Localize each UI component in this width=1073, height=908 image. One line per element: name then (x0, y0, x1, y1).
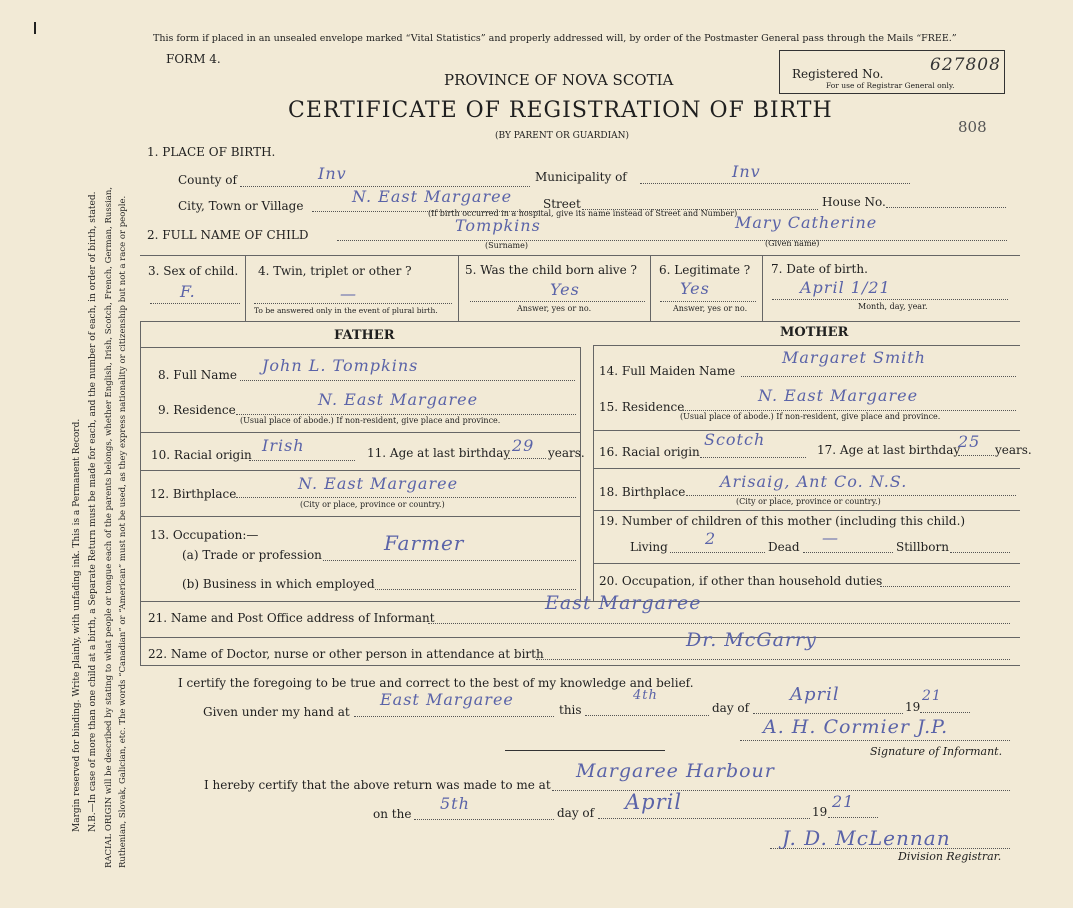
mother-residence-value: N. East Margaree (758, 386, 919, 405)
mother-name-label: 14. Full Maiden Name (599, 364, 736, 378)
mother-name-value: Margaret Smith (782, 348, 926, 367)
twin-note: To be answered only in the event of plural birth. (254, 306, 438, 315)
dob-value: April 1/21 (800, 278, 891, 297)
legitimate-label: 6. Legitimate ? (659, 263, 751, 277)
registrar-signature: J. D. McLennan (782, 826, 951, 850)
margin-note: RACIAL ORIGIN will be described by stating to what people or tongue each of the parents belongs, whether English, Irish, Scotch, French, German, Russian, (104, 186, 114, 868)
informant-signature: A. H. Cormier J.P. (763, 716, 949, 738)
county-label: County of (178, 173, 237, 187)
doctor-value: Dr. McGarry (686, 629, 817, 651)
registered-label: Registered No. (792, 67, 884, 81)
mother-birthplace-label: 18. Birthplace (599, 485, 686, 499)
day-of-value: April (790, 684, 840, 705)
twin-label: 4. Twin, triplet or other ? (258, 264, 412, 278)
legitimate-note: Answer, yes or no. (673, 304, 748, 313)
father-age-value: 29 (512, 436, 535, 455)
form-number: FORM 4. (166, 52, 221, 66)
city-value: N. East Margaree (352, 187, 513, 206)
informant-label: 21. Name and Post Office address of Informant (148, 611, 435, 625)
stillborn-label: Stillborn (896, 540, 949, 554)
mother-residence-note: (Usual place of abode.) If non-resident, give place and province. (680, 412, 941, 421)
registrar-text: I hereby certify that the above return was made to me at (204, 778, 551, 792)
living-value: 2 (705, 529, 717, 548)
informant-signature-label: Signature of Informant. (870, 745, 1003, 758)
father-birthplace-value: N. East Margaree (298, 474, 459, 493)
father-birthplace-label: 12. Birthplace (150, 487, 237, 501)
mother-residence-label: 15. Residence (599, 400, 685, 414)
sex-value: F. (180, 282, 196, 301)
father-age-label: 11. Age at last birthday (367, 446, 511, 460)
given-name-label: (Given name) (765, 239, 820, 248)
mother-birthplace-note: (City or place, province or country.) (736, 497, 881, 506)
registered-number: 627808 (930, 55, 1001, 75)
trade-label: (a) Trade or profession (182, 548, 322, 562)
business-label: (b) Business in which employed (182, 577, 375, 591)
mother-age-value: 25 (958, 432, 981, 451)
province-heading: PROVINCE OF NOVA SCOTIA (444, 71, 674, 89)
day-of-label: day of (712, 701, 750, 715)
registered-box (779, 50, 1005, 94)
father-name-label: 8. Full Name (158, 368, 237, 382)
postal-notice: This form if placed in an unsealed envelope marked “Vital Statistics” and properly addressed will, by order of the Postmaster General pass through the Mails “FREE.” (153, 33, 957, 44)
city-label: City, Town or Village (178, 199, 304, 213)
year-value: 21 (922, 688, 942, 704)
father-heading: FATHER (334, 328, 395, 343)
this-label: this (559, 703, 582, 717)
sex-label: 3. Sex of child. (148, 264, 239, 278)
registrar-day-value: April (625, 790, 683, 814)
binding-mark (34, 22, 36, 34)
registrar-year-prefix: 19 (812, 805, 828, 819)
street-label: Street (543, 197, 581, 211)
child-name-label: 2. FULL NAME OF CHILD (147, 228, 309, 242)
this-value: 4th (633, 688, 658, 703)
occupation-label: 13. Occupation:— (150, 528, 259, 542)
dob-label: 7. Date of birth. (771, 262, 868, 276)
municipality-value: Inv (732, 162, 761, 181)
informant-value: East Margaree (545, 592, 702, 614)
alive-label: 5. Was the child born alive ? (465, 263, 637, 277)
municipality-label: Municipality of (535, 170, 627, 184)
on-the-label: on the (373, 807, 412, 821)
mother-occupation-label: 20. Occupation, if other than household duties (599, 574, 883, 588)
place-of-birth-label: 1. PLACE OF BIRTH. (147, 145, 276, 159)
dob-note: Month, day, year. (858, 302, 928, 311)
father-race-value: Irish (262, 436, 305, 455)
mother-age-label: 17. Age at last birthday (817, 443, 961, 457)
doctor-label: 22. Name of Doctor, nurse or other person in attendance at birth (148, 647, 544, 661)
living-label: Living (630, 540, 668, 554)
on-the-value: 5th (440, 794, 470, 813)
alive-note: Answer, yes or no. (517, 304, 592, 313)
year-prefix: 19 (905, 700, 921, 714)
father-name-value: John L. Tompkins (262, 356, 419, 375)
margin-note: Margin reserved for binding. Write plainly, with unfading ink. This is a Permanent Record. (72, 418, 82, 832)
margin-note: Ruthenian, Slovak, Galician, etc. The words “Canadian” or “American” must not be used, as they express nationality or citizenship but not a race or people. (118, 195, 128, 868)
surname-label: (Surname) (485, 241, 528, 250)
twin-value: — (340, 284, 357, 303)
father-birthplace-note: (City or place, province or country.) (300, 500, 445, 509)
legitimate-value: Yes (680, 279, 710, 298)
stamp-number: 808 (958, 118, 987, 136)
children-count-label: 19. Number of children of this mother (including this child.) (599, 514, 966, 528)
father-residence-label: 9. Residence (158, 403, 236, 417)
alive-value: Yes (550, 280, 580, 299)
given-label: Given under my hand at (203, 705, 350, 719)
child-given-name: Mary Catherine (735, 213, 878, 232)
given-place: East Margaree (380, 690, 514, 709)
certificate-subtitle: (BY PARENT OR GUARDIAN) (495, 131, 630, 141)
certificate-title: CERTIFICATE OF REGISTRATION OF BIRTH (288, 98, 833, 123)
county-value: Inv (318, 164, 347, 183)
house-label: House No. (822, 195, 886, 209)
margin-note: N.B.—In case of more than one child at a birth, a Separate Return must be made for each, and the number of each, in order of birth, stated. (88, 191, 98, 832)
registrar-day-label: day of (557, 806, 595, 820)
dead-value: — (822, 528, 839, 547)
mother-birthplace-value: Arisaig, Ant Co. N.S. (720, 472, 908, 491)
hospital-note: (If birth occurred in a hospital, give its name instead of Street and Number) (428, 209, 738, 218)
father-residence-value: N. East Margaree (318, 390, 479, 409)
father-residence-note: (Usual place of abode.) If non-resident, give place and province. (240, 416, 501, 425)
mother-race-value: Scotch (704, 430, 766, 449)
father-age-unit: years. (548, 446, 585, 460)
mother-race-label: 16. Racial origin (599, 445, 700, 459)
registered-note: For use of Registrar General only. (826, 81, 955, 90)
registrar-year-value: 21 (832, 792, 855, 811)
child-surname: Tompkins (455, 216, 541, 235)
certify-text: I certify the foregoing to be true and correct to the best of my knowledge and belief. (178, 676, 694, 690)
father-race-label: 10. Racial origin (151, 448, 252, 462)
registrar-signature-label: Division Registrar. (898, 850, 1002, 863)
dead-label: Dead (768, 540, 800, 554)
trade-value: Farmer (384, 531, 465, 555)
mother-age-unit: years. (995, 443, 1032, 457)
registrar-place: Margaree Harbour (576, 760, 775, 782)
mother-heading: MOTHER (780, 325, 849, 340)
